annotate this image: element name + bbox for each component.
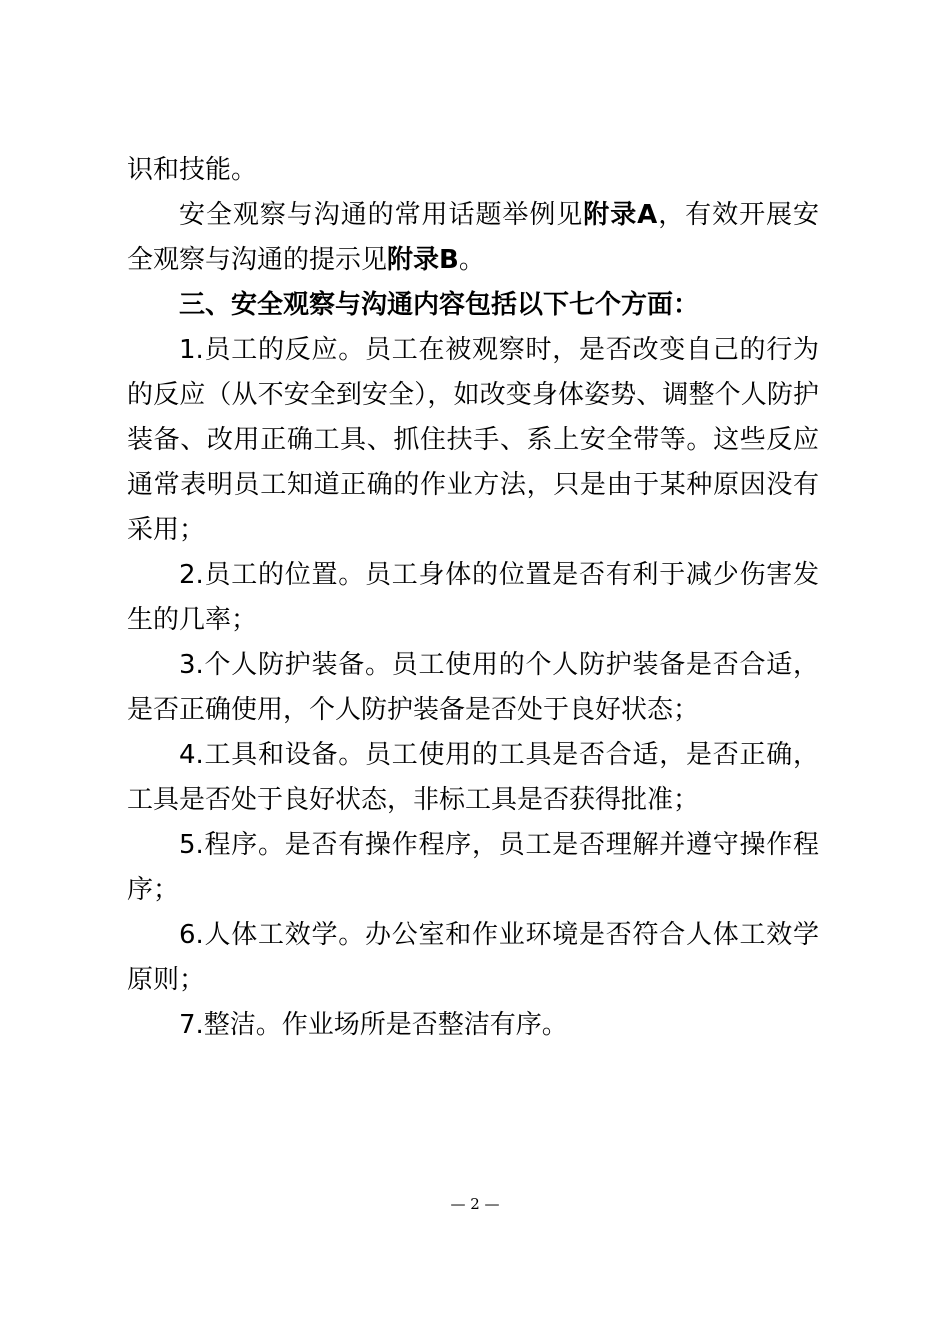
paragraph-appendix-reference — [127, 193, 819, 283]
list-item-4: 4.工具和设备。员工使用的工具是否合适，是否正确，工具是否处于良好状态，非标工具是否获得批准； — [127, 740, 819, 815]
section-heading: 三、安全观察与沟通内容包括以下七个方面： — [179, 290, 700, 320]
list-item-7: 7.整洁。作业场所是否整洁有序。 — [179, 1010, 568, 1040]
list-item-5: 5.程序。是否有操作程序，员工是否理解并遵守操作程序； — [127, 830, 819, 905]
list-item-1: 1.员工的反应。员工在被观察时，是否改变自己的行为的反应（从不安全到安全），如改变身体姿势、调整个人防护装备、改用正确工具、抓住扶手、系上安全带等。这些反应通常表明员工知道正确的作业方法，只是由于某种原因没有采用； — [127, 335, 819, 545]
list-item-2: 2.员工的位置。员工身体的位置是否有利于减少伤害发生的几率； — [127, 560, 819, 635]
paragraph-continuation: 识和技能。 — [127, 155, 258, 185]
appendix-text-1: 安全观察与沟通的常用话题举例见 — [179, 200, 584, 230]
page-number: — 2 — — [450, 1195, 500, 1213]
appendix-text-2: ，有效开展安全观察与沟通的提示见 — [127, 200, 819, 275]
document-body — [127, 148, 819, 1048]
appendix-text-3: 。 — [458, 245, 485, 275]
appendix-a-ref: 附录A — [583, 200, 658, 230]
appendix-b-ref: 附录B — [387, 245, 459, 275]
list-item-3: 3.个人防护装备。员工使用的个人防护装备是否合适，是否正确使用，个人防护装备是否处于良好状态； — [127, 650, 819, 725]
list-item-6: 6.人体工效学。办公室和作业环境是否符合人体工效学原则； — [127, 920, 819, 995]
